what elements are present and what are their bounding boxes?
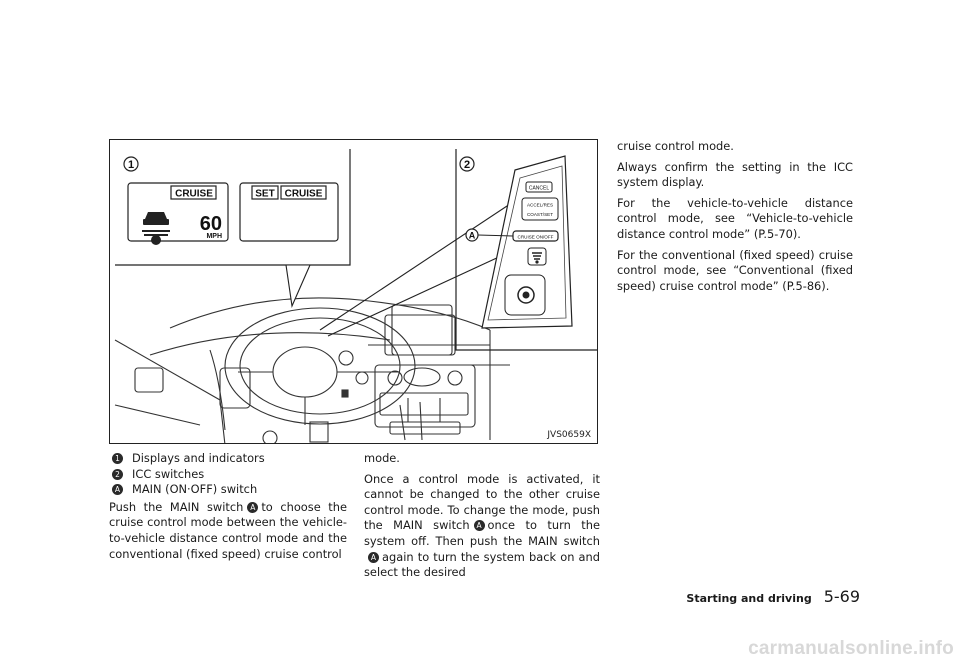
paragraph: For the conventional (fixed speed) cruise control mode, see “Conventional (fixed speed) cruise control mode” (P.5-86). xyxy=(617,247,853,293)
svg-text:2: 2 xyxy=(463,159,471,171)
watermark: carmanualsonline.info xyxy=(748,638,954,659)
paragraph: mode. xyxy=(364,451,400,465)
column-2 xyxy=(364,451,600,586)
legend-item-1 xyxy=(109,451,347,467)
res-switch-label: ACCEL/RES xyxy=(526,202,554,208)
legend-text: ICC switches xyxy=(132,466,205,481)
figure-code: JVS0659X xyxy=(547,430,591,440)
set-indicator-label: SET xyxy=(255,188,275,200)
callout-badge: A xyxy=(112,484,123,495)
cockpit-drawing xyxy=(110,140,598,444)
legend-text: MAIN (ON·OFF) switch xyxy=(132,482,258,497)
callout-badge: A xyxy=(368,552,379,563)
paragraph: Always confirm the setting in the ICC system display. xyxy=(617,159,853,190)
callout-badge: 2 xyxy=(112,469,123,480)
callout-2 xyxy=(460,157,474,171)
column-3 xyxy=(617,139,853,299)
set-switch-label: COAST/SET xyxy=(526,212,554,217)
paragraph: Push the MAIN switch A to choose the cruise control mode between the vehicle-to-vehicle distance control mode and the conventional (fixed speed) cruise control xyxy=(109,499,347,561)
switch-panel xyxy=(320,149,598,350)
speed-value: 60 xyxy=(199,213,222,235)
section-title: Starting and driving xyxy=(686,592,812,605)
callout-badge: A xyxy=(247,502,258,513)
display-left xyxy=(128,183,228,245)
page-number: 5-69 xyxy=(823,587,860,606)
cancel-switch-label: CANCEL xyxy=(528,185,550,192)
svg-text:1: 1 xyxy=(127,159,135,171)
column-1 xyxy=(109,451,347,567)
callout-badge: 1 xyxy=(112,453,123,464)
paragraph: cruise control mode. xyxy=(617,139,734,153)
callout-1 xyxy=(124,157,138,171)
paragraph: For the vehicle-to-vehicle distance control mode, see “Vehicle-to-vehicle distance control mode” (P.5-70). xyxy=(617,195,853,241)
dashboard-illustration xyxy=(109,139,598,444)
display-panel xyxy=(115,149,350,306)
svg-text:A: A xyxy=(468,230,476,241)
cruise-indicator-label-2: CRUISE xyxy=(284,188,323,200)
display-right xyxy=(240,183,338,241)
page-footer xyxy=(686,587,860,606)
dashboard-lineart xyxy=(115,298,510,444)
legend-item-a xyxy=(109,482,347,498)
cruise-indicator-label: CRUISE xyxy=(175,188,213,200)
vehicle-ahead-icon xyxy=(145,212,167,219)
callout-badge: A xyxy=(474,520,485,531)
own-vehicle-icon xyxy=(151,235,161,245)
speed-unit: MPH xyxy=(206,233,222,240)
legend-text: Displays and indicators xyxy=(132,451,265,465)
main-switch-label: CRUISE ON/OFF xyxy=(517,234,554,240)
legend-item-2 xyxy=(109,467,347,483)
paragraph: Once a control mode is activated, it cannot be changed to the other cruise control mode. To change the mode, push the MAIN switch A once to turn the system off. Then push the MAIN switchA again to turn the system back on and select the desired xyxy=(364,471,600,580)
